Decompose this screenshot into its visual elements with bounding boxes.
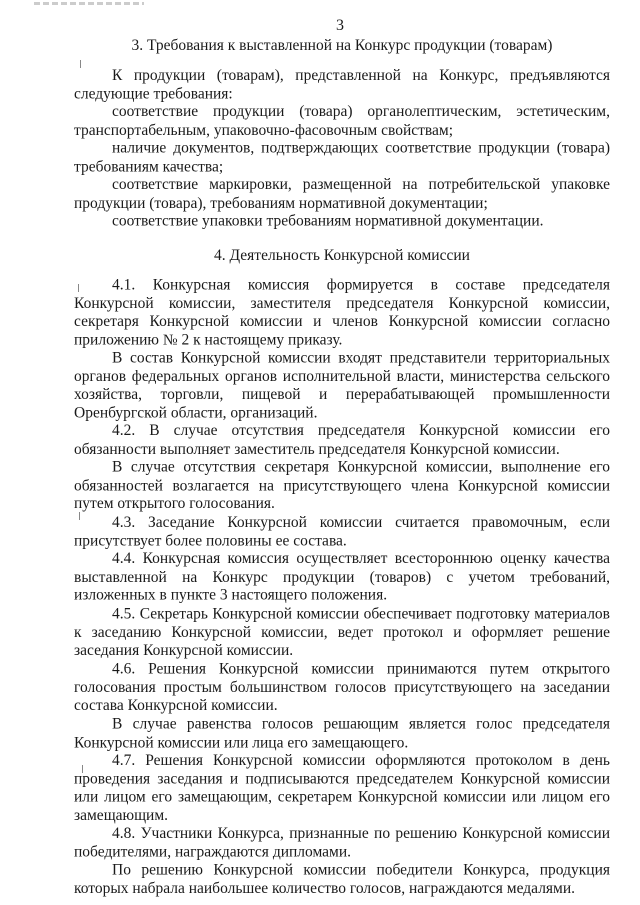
section-4-paragraph: 4.8. Участники Конкурса, признанные по решению Конкурсной комиссии победителями, награждаются дипломами. xyxy=(74,825,610,861)
section-4-paragraph: 4.3. Заседание Конкурсной комиссии считается правомочным, если присутствует более половины ее состава. xyxy=(74,513,610,550)
section-3-paragraph: соответствие упаковки требованиям нормативной документации. xyxy=(112,212,544,230)
scan-artifact xyxy=(34,2,144,5)
section-3-paragraph: К продукции (товарам), представленной на Конкурс, предъявляются следующие требования: xyxy=(74,66,610,102)
section-3-paragraph: соответствие продукции (товара) органолептическим, эстетическим, транспортабельным, упаковочно-фасовочным свойствам; xyxy=(74,103,610,139)
section-4-paragraph: В случае равенства голосов решающим является голос председателя Конкурсной комиссии или лица его замещающего. xyxy=(74,715,610,751)
section-3-paragraph: наличие документов, подтверждающих соответствие продукции (товара) требованиям качества; xyxy=(74,139,610,175)
section-4-paragraph: 4.1. Конкурсная комиссия формируется в составе председателя Конкурсной комиссии, заместителя председателя Конкурсной комиссии, секретаря Конкурсной комиссии и членов Конкурсной комиссии согласно приложению № 2 к настоящему приказу. xyxy=(74,276,610,349)
section-4-paragraph: 4.2. В случае отсутствия председателя Конкурсной комиссии его обязанности выполняет заместитель председателя Конкурсной комиссии. xyxy=(74,422,610,458)
section-4-paragraph: 4.5. Секретарь Конкурсной комиссии обеспечивает подготовку материалов к заседанию Конкурсной комиссии, ведет протокол и оформляет решение заседания Конкурсной комиссии. xyxy=(74,605,610,659)
section-3-title: 3. Требования к выставленной на Конкурс продукции (товарам) xyxy=(131,37,553,55)
section-4-paragraph: 4.4. Конкурсная комиссия осуществляет всестороннюю оценку качества выставленной на Конкурс продукции (товаров) с учетом требований, изложенных в пункте 3 настоящего положения. xyxy=(74,550,610,604)
section-4-paragraph: В случае отсутствия секретаря Конкурсной комиссии, выполнение его обязанностей возлагается на присутствующего члена Конкурсной комиссии путем открытого голосования. xyxy=(74,458,610,513)
section-4-paragraph: В состав Конкурсной комиссии входят представители территориальных органов федеральных органов исполнительной власти, министерства сельского хозяйства, торговли, пищевой и перерабатывающей промышленности Оренбургской области, организаций. xyxy=(74,349,610,422)
section-4-paragraph: 4.7. Решения Конкурсной комиссии оформляются протоколом в день проведения заседания и подписываются председателем Конкурсной комиссии или лицом его замещающим, секретарем Конкурсной комиссии или лицом его замещающим. xyxy=(74,752,610,824)
page-number: 3 xyxy=(336,17,344,34)
section-4-paragraph: 4.6. Решения Конкурсной комиссии принимаются путем открытого голосования простым большинством голосов присутствующего на заседании состава Конкурсной комиссии. xyxy=(74,660,610,715)
section-4-paragraph: По решению Конкурсной комиссии победители Конкурса, продукция которых набрала наибольшее количество голосов, награждаются медалями. xyxy=(74,861,610,897)
section-3-paragraph: соответствие маркировки, размещенной на потребительской упаковке продукции (товара), требованиям нормативной документации; xyxy=(74,176,610,212)
section-4-title: 4. Деятельность Конкурсной комиссии xyxy=(214,247,470,264)
